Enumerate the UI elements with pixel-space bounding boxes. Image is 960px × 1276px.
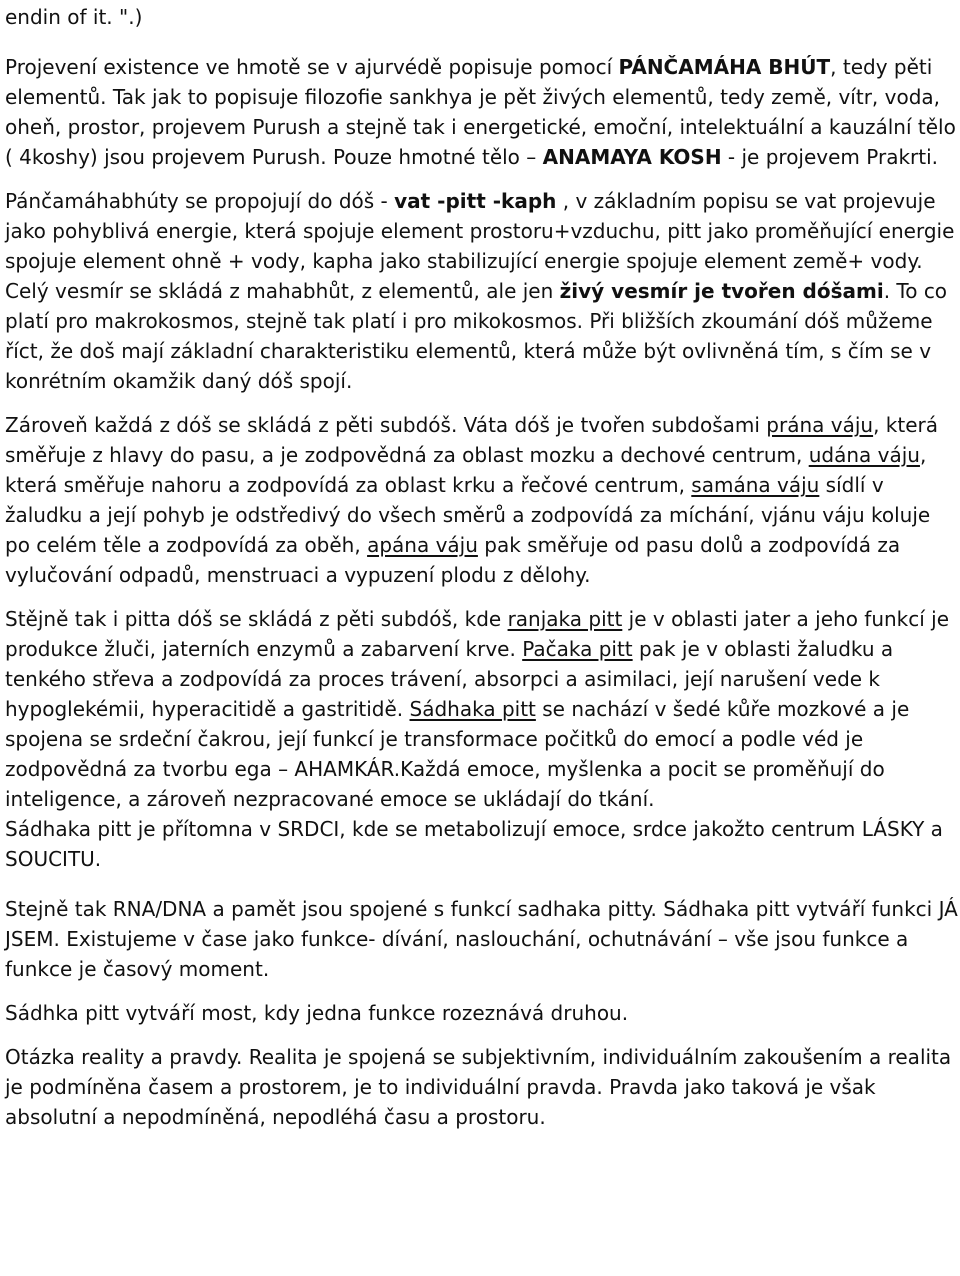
term-samana-vaju: samána váju <box>691 473 820 497</box>
paragraph-panchamaha-bhut: Projevení existence ve hmotě se v ajurvédě popisuje pomocí PÁNČAMÁHA BHÚT, tedy pěti elementů. Tak jak to popisuje filozofie sankhya je pět živých elementů, tedy země, vítr, voda, oheň, prostor, projevem Purush a stejně tak i energetické, emoční, intelektuální a kauzální tělo ( 4koshy) jsou projevem Purush. Pouze hmotné tělo – ANAMAYA KOSH - je projevem Prakrti. <box>5 55 956 169</box>
paragraph-intro-fragment: endin of it. ".) <box>5 5 143 29</box>
term-anamaya-kosh: ANAMAYA KOSH <box>542 145 722 169</box>
term-vat-pitt-kaph: vat -pitt -kaph <box>394 189 557 213</box>
term-ranjaka-pitt: ranjaka pitt <box>507 607 623 631</box>
term-prana-vaju: prána váju <box>766 413 874 437</box>
term-udana-vaju: udána váju <box>808 443 920 467</box>
term-sadhaka-pitt: Sádhaka pitt <box>409 697 536 721</box>
paragraph-dosha: Pánčamáhabhúty se propojují do dóš - vat -pitt -kaph , v základním popisu se vat projevuje jako pohyblivá energie, která spojuje element prostoru+vzduchu, pitt jako proměňující energie spojuje element ohně + vody, kapha jako stabilizující energie spojuje element země+ vody. Celý vesmír se skládá z mahabhůt, z elementů, ale jen živý vesmír je tvořen dóšami. To co platí pro makrokosmos, stejně tak platí i pro mikokosmos. Při bližších zkoumání dóš můžeme říct, že doš mají základní charakteristiku elementů, která může být ovlivněná tím, s čím se v konrétním okamžik daný dóš spojí. <box>5 189 955 393</box>
paragraph-pitta-subdosha: Stějně tak i pitta dóš se skládá z pěti subdóš, kde ranjaka pitt je v oblasti jater a jeho funkcí je produkce žluči, jaterních enzymů a zabarvení krve. Pačaka pitt pak je v oblasti žaludku a tenkého střeva a zodpovídá za proces trávení, absorpci a asimilaci, její narušení vede k hypoglekémii, hyperacitidě a gastritidě. Sádhaka pitt se nachází v šedé kůře mozkové a je spojena se srdeční čakrou, její funkcí je transformace počitků do emocí a podle véd je zodpovědná za tvorbu ega – AHAMKÁR.Každá emoce, myšlenka a pocit se proměňují do inteligence, a zároveň nezpracované emoce se ukládají do tkání. <box>5 607 950 811</box>
document-page <box>5 2 959 1132</box>
paragraph-sadhaka-srdce: Sádhaka pitt je přítomna v SRDCI, kde se metabolizují emoce, srdce jakožto centrum LÁSKY a SOUCITU. <box>5 817 943 871</box>
paragraph-realita: Otázka reality a pravdy. Realita je spojená se subjektivním, individuálním zakoušením a realita je podmíněna časem a prostorem, je to individuální pravda. Pravda jako taková je však absolutní a nepodmíněná, nepodléhá času a prostoru. <box>5 1045 952 1129</box>
term-apana-vaju: apána váju <box>367 533 478 557</box>
term-pacaka-pitt: Pačaka pitt <box>522 637 633 661</box>
term-panchamaha-bhut: PÁNČAMÁHA BHÚT <box>618 55 831 79</box>
term-zivy-vesmir: živý vesmír je tvořen dóšami <box>559 279 884 303</box>
paragraph-vata-subdosha: Zároveň každá z dóš se skládá z pěti subdóš. Váta dóš je tvořen subdošami prána váju, která směřuje z hlavy do pasu, a je zodpovědná za oblast mozku a dechové centrum, udána váju, která směřuje nahoru a zodpovídá za oblast krku a řečové centrum, samána váju sídlí v žaludku a její pohyb je odstředivý do všech směrů a zodpovídá za míchání, vjánu váju koluje po celém těle a zodpovídá za oběh, apána váju pak směřuje od pasu dolů a zodpovídá za vylučování odpadů, menstruaci a vypuzení plodu z dělohy. <box>5 413 938 587</box>
paragraph-rna-dna: Stejně tak RNA/DNA a pamět jsou spojené s funkcí sadhaka pitty. Sádhaka pitt vytváří funkci JÁ JSEM. Existujeme v čase jako funkce- dívání, naslouchání, ochutnávání – vše jsou funkce a funkce je časový moment. <box>5 897 958 981</box>
paragraph-most: Sádhka pitt vytváří most, kdy jedna funkce rozeznává druhou. <box>5 1001 629 1025</box>
